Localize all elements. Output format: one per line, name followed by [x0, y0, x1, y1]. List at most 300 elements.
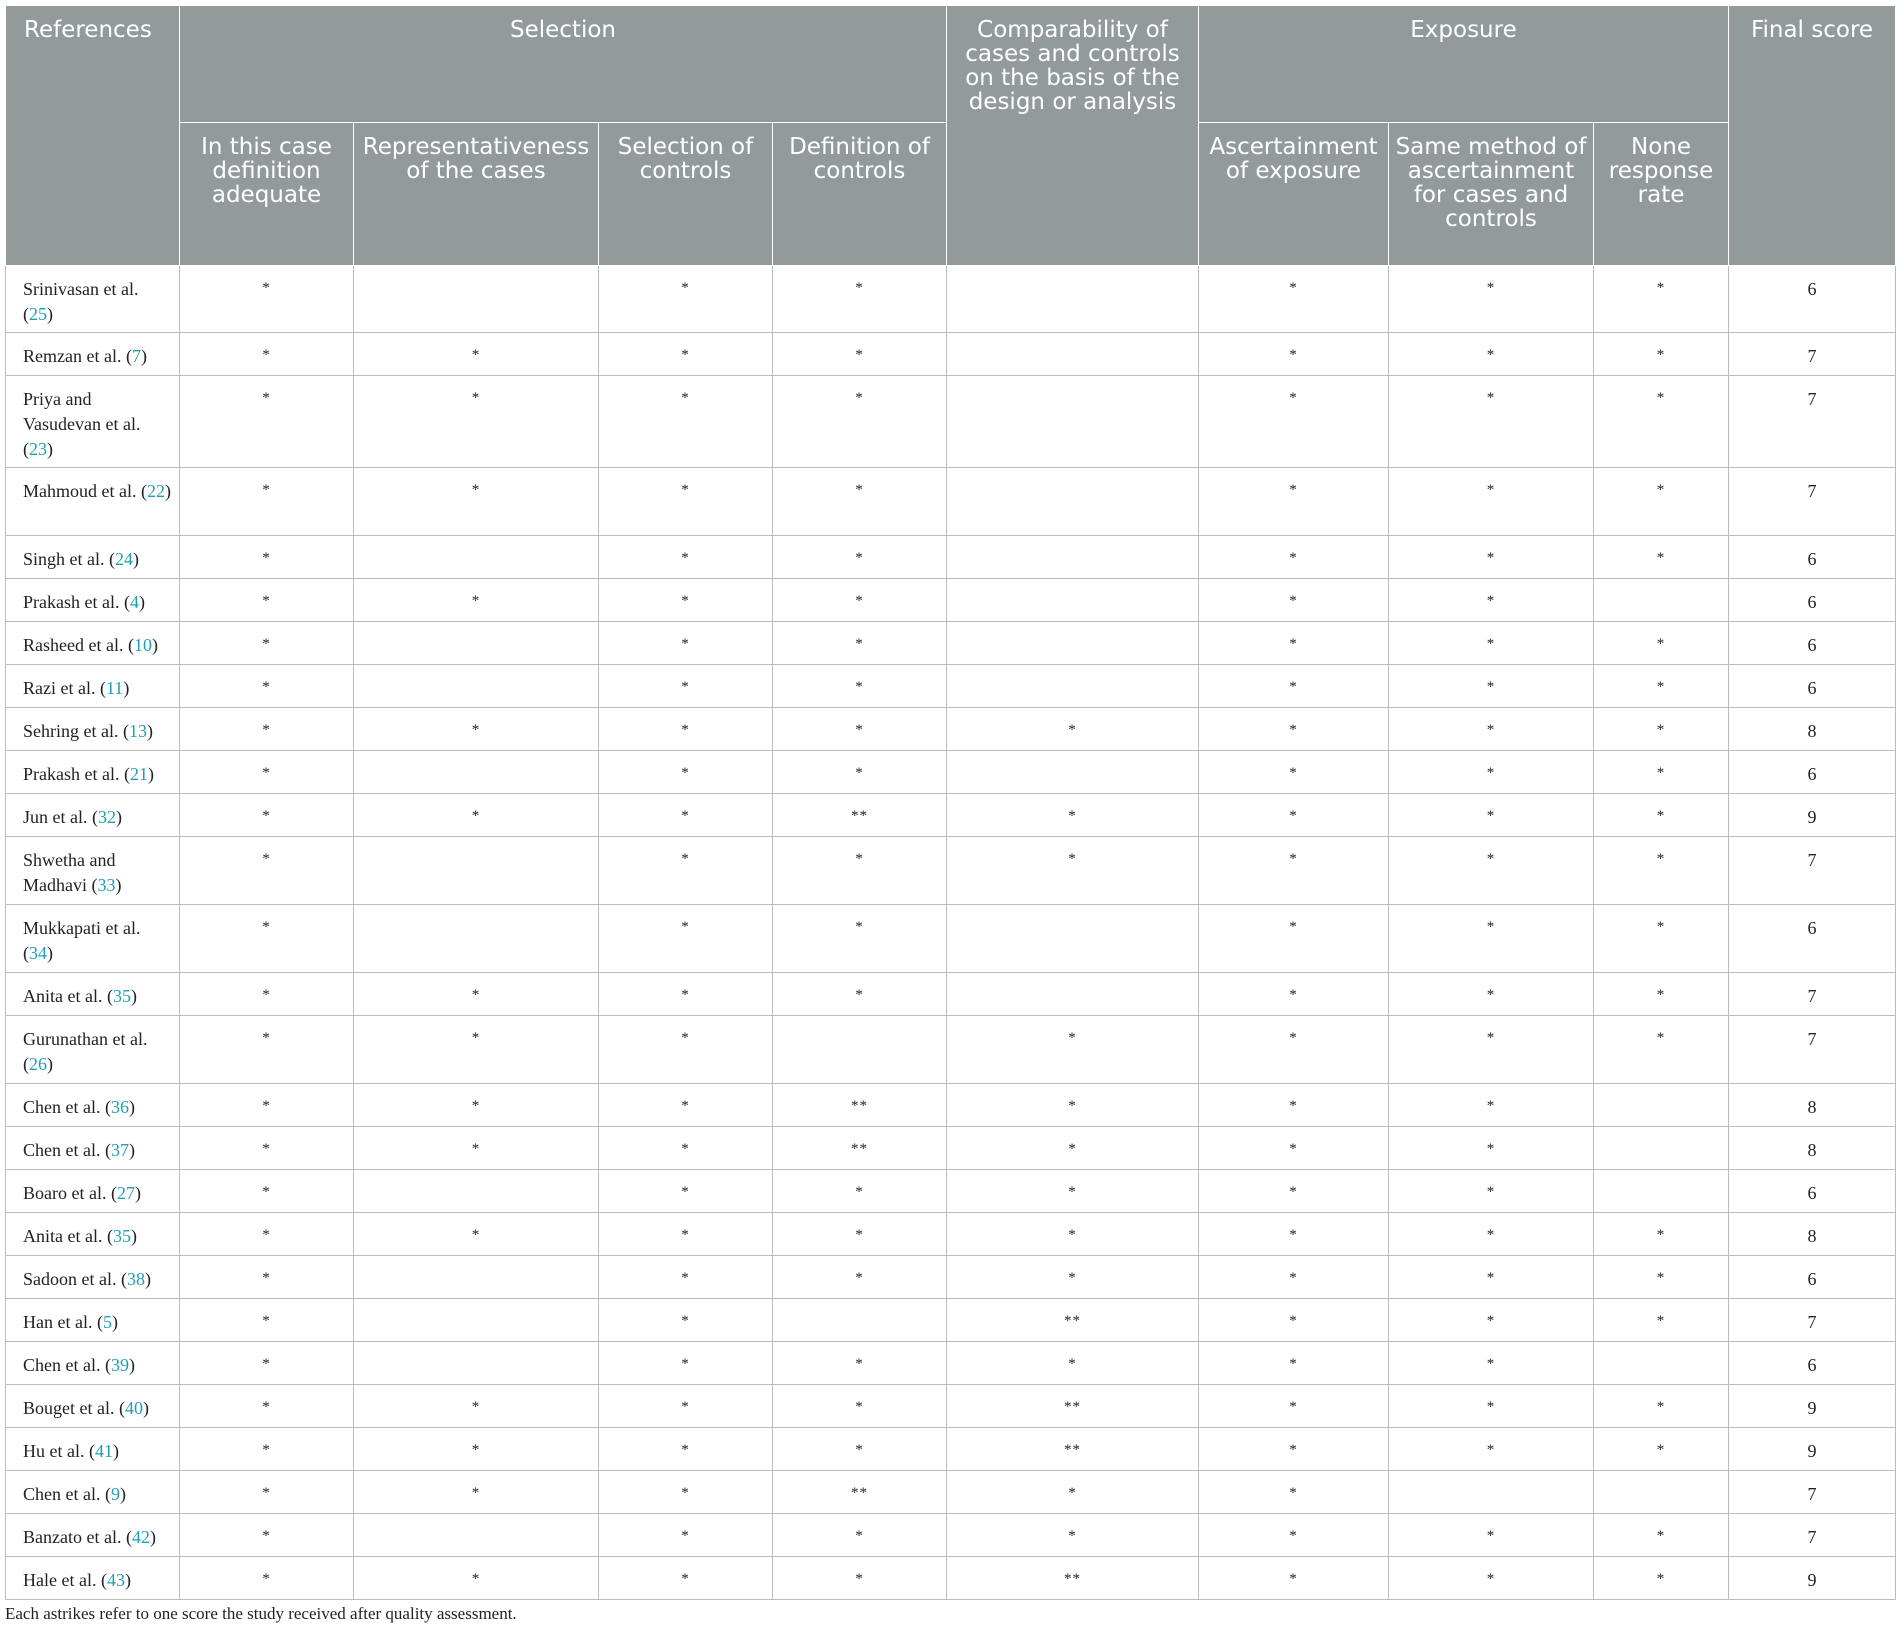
comparability-cell: **	[947, 1428, 1199, 1471]
same-method-cell: *	[1389, 751, 1594, 794]
reference-cell	[6, 536, 180, 579]
final-score-cell: 9	[1729, 1428, 1896, 1471]
reference-author: Anita et al. (	[23, 986, 113, 1006]
comparability-cell	[947, 579, 1199, 622]
reference-cell	[6, 468, 180, 536]
selection-of-controls-cell: *	[599, 1127, 773, 1170]
case-definition-cell: *	[180, 751, 354, 794]
case-definition-cell: *	[180, 579, 354, 622]
reference-author: Anita et al. (	[23, 1226, 113, 1246]
citation-close: )	[128, 1355, 135, 1375]
case-definition-cell: *	[180, 794, 354, 837]
same-method-cell: *	[1389, 1299, 1594, 1342]
comparability-cell: **	[947, 1385, 1199, 1428]
reference-cell	[6, 376, 180, 468]
citation-close: )	[47, 439, 53, 459]
table-row	[6, 794, 1896, 837]
citation-close: )	[140, 346, 147, 366]
selection-of-controls-cell: *	[599, 837, 773, 905]
definition-of-controls-cell: *	[773, 1557, 947, 1600]
final-score-cell: 8	[1729, 1084, 1896, 1127]
definition-of-controls-cell	[773, 1016, 947, 1084]
citation-close: )	[119, 1484, 126, 1504]
citation-close: )	[130, 1226, 137, 1246]
none-response-cell: *	[1594, 468, 1729, 536]
case-definition-cell: *	[180, 1471, 354, 1514]
none-response-cell	[1594, 1127, 1729, 1170]
definition-of-controls-cell: **	[773, 1471, 947, 1514]
representativeness-cell	[354, 1170, 599, 1213]
selection-of-controls-cell: *	[599, 468, 773, 536]
definition-of-controls-cell: *	[773, 1256, 947, 1299]
none-response-cell	[1594, 579, 1729, 622]
header-representativeness: Representativeness of the cases	[354, 123, 599, 266]
final-score-cell: 6	[1729, 1170, 1896, 1213]
comparability-cell	[947, 376, 1199, 468]
table-row	[6, 708, 1896, 751]
citation-close: )	[115, 875, 122, 895]
ascertainment-cell: *	[1199, 751, 1389, 794]
reference-author: Hale et al. (	[23, 1570, 107, 1590]
final-score-cell: 7	[1729, 1471, 1896, 1514]
reference-cell	[6, 1342, 180, 1385]
none-response-cell: *	[1594, 794, 1729, 837]
citation-link[interactable]: 38	[126, 1269, 145, 1289]
citation-link[interactable]: 22	[146, 481, 165, 501]
comparability-cell	[947, 973, 1199, 1016]
reference-author: Hu et al. (	[23, 1441, 95, 1461]
reference-author: Remzan et al. (	[23, 346, 132, 366]
citation-link[interactable]: 40	[124, 1398, 143, 1418]
none-response-cell	[1594, 1084, 1729, 1127]
same-method-cell: *	[1389, 1514, 1594, 1557]
comparability-cell	[947, 333, 1199, 376]
ascertainment-cell: *	[1199, 1170, 1389, 1213]
table-body	[6, 266, 1896, 1600]
same-method-cell: *	[1389, 266, 1594, 333]
representativeness-cell: *	[354, 1213, 599, 1256]
final-score-cell: 6	[1729, 536, 1896, 579]
reference-cell	[6, 794, 180, 837]
case-definition-cell: *	[180, 1084, 354, 1127]
comparability-cell: *	[947, 794, 1199, 837]
none-response-cell: *	[1594, 751, 1729, 794]
comparability-cell: *	[947, 1127, 1199, 1170]
header-exposure: Exposure	[1199, 6, 1729, 123]
ascertainment-cell: *	[1199, 1256, 1389, 1299]
reference-cell	[6, 973, 180, 1016]
representativeness-cell: *	[354, 376, 599, 468]
table-row	[6, 1084, 1896, 1127]
ascertainment-cell: *	[1199, 1127, 1389, 1170]
definition-of-controls-cell: *	[773, 468, 947, 536]
selection-of-controls-cell: *	[599, 376, 773, 468]
ascertainment-cell: *	[1199, 665, 1389, 708]
selection-of-controls-cell: *	[599, 1514, 773, 1557]
final-score-cell: 7	[1729, 376, 1896, 468]
none-response-cell	[1594, 1170, 1729, 1213]
citation-link[interactable]: 41	[94, 1441, 113, 1461]
citation-link[interactable]: 35	[112, 986, 131, 1006]
reference-author: Rasheed et al. (	[23, 635, 134, 655]
final-score-cell: 9	[1729, 1385, 1896, 1428]
reference-cell	[6, 1127, 180, 1170]
representativeness-cell	[354, 905, 599, 973]
citation-link[interactable]: 11	[105, 678, 124, 698]
citation-link[interactable]: 32	[97, 807, 116, 827]
selection-of-controls-cell: *	[599, 1016, 773, 1084]
same-method-cell: *	[1389, 1213, 1594, 1256]
citation-close: )	[115, 807, 122, 827]
citation-link[interactable]: 23	[29, 439, 47, 459]
representativeness-cell	[354, 536, 599, 579]
reference-cell	[6, 1016, 180, 1084]
citation-close: )	[128, 1097, 135, 1117]
comparability-cell: *	[947, 1213, 1199, 1256]
selection-of-controls-cell: *	[599, 1170, 773, 1213]
citation-link[interactable]: 9	[110, 1484, 120, 1504]
reference-author: Chen et al. (	[23, 1140, 111, 1160]
ascertainment-cell: *	[1199, 1016, 1389, 1084]
citation-link[interactable]: 37	[110, 1140, 129, 1160]
citation-close: )	[123, 678, 130, 698]
citation-link[interactable]: 5	[102, 1312, 112, 1332]
case-definition-cell: *	[180, 1127, 354, 1170]
ascertainment-cell: *	[1199, 708, 1389, 751]
selection-of-controls-cell: *	[599, 1385, 773, 1428]
representativeness-cell: *	[354, 1557, 599, 1600]
representativeness-cell: *	[354, 1428, 599, 1471]
comparability-cell: *	[947, 1514, 1199, 1557]
same-method-cell: *	[1389, 1256, 1594, 1299]
final-score-cell: 6	[1729, 622, 1896, 665]
reference-cell	[6, 622, 180, 665]
comparability-cell	[947, 665, 1199, 708]
table-row	[6, 468, 1896, 536]
ascertainment-cell: *	[1199, 1299, 1389, 1342]
citation-close: )	[128, 1140, 135, 1160]
citation-close: )	[147, 764, 154, 784]
citation-link[interactable]: 7	[131, 346, 141, 366]
final-score-cell: 7	[1729, 837, 1896, 905]
definition-of-controls-cell: *	[773, 376, 947, 468]
reference-cell	[6, 1213, 180, 1256]
final-score-cell: 6	[1729, 1342, 1896, 1385]
selection-of-controls-cell: *	[599, 973, 773, 1016]
header-same-method: Same method of ascertainment for cases and controls	[1389, 123, 1594, 266]
reference-cell	[6, 1299, 180, 1342]
table-row	[6, 1016, 1896, 1084]
header-selection: Selection	[180, 6, 947, 123]
case-definition-cell: *	[180, 665, 354, 708]
definition-of-controls-cell: **	[773, 1084, 947, 1127]
comparability-cell: **	[947, 1299, 1199, 1342]
representativeness-cell	[354, 837, 599, 905]
citation-link[interactable]: 24	[115, 549, 133, 569]
reference-cell	[6, 1385, 180, 1428]
same-method-cell: *	[1389, 1557, 1594, 1600]
ascertainment-cell: *	[1199, 468, 1389, 536]
citation-link[interactable]: 39	[110, 1355, 129, 1375]
reference-author: Sadoon et al. (	[23, 1269, 127, 1289]
none-response-cell: *	[1594, 1256, 1729, 1299]
reference-author: Jun et al. (	[23, 807, 98, 827]
citation-close: )	[134, 1183, 141, 1203]
comparability-cell: *	[947, 1084, 1199, 1127]
same-method-cell: *	[1389, 1127, 1594, 1170]
citation-link[interactable]: 26	[29, 1054, 47, 1074]
reference-cell	[6, 905, 180, 973]
reference-author: Prakash et al. (	[23, 592, 130, 612]
table-footnote: Each astrikes refer to one score the study received after quality assessment.	[5, 1604, 517, 1623]
case-definition-cell: *	[180, 536, 354, 579]
definition-of-controls-cell: *	[773, 622, 947, 665]
none-response-cell: *	[1594, 266, 1729, 333]
case-definition-cell: *	[180, 1213, 354, 1256]
same-method-cell: *	[1389, 536, 1594, 579]
representativeness-cell	[354, 665, 599, 708]
reference-author: Prakash et al. (	[23, 764, 130, 784]
table-row	[6, 751, 1896, 794]
final-score-cell: 8	[1729, 1127, 1896, 1170]
final-score-cell: 6	[1729, 1256, 1896, 1299]
selection-of-controls-cell: *	[599, 579, 773, 622]
comparability-cell	[947, 905, 1199, 973]
reference-author: Boaro et al. (	[23, 1183, 117, 1203]
same-method-cell: *	[1389, 708, 1594, 751]
none-response-cell: *	[1594, 622, 1729, 665]
reference-author: Gurunathan et al. (	[23, 1029, 148, 1074]
reference-author: Chen et al. (	[23, 1355, 111, 1375]
quality-assessment-table-container	[5, 5, 1895, 1600]
ascertainment-cell: *	[1199, 376, 1389, 468]
citation-link[interactable]: 25	[29, 304, 47, 324]
citation-close: )	[142, 1398, 149, 1418]
case-definition-cell: *	[180, 1342, 354, 1385]
representativeness-cell	[354, 1299, 599, 1342]
citation-close: )	[138, 592, 145, 612]
table-row	[6, 266, 1896, 333]
citation-close: )	[112, 1441, 119, 1461]
same-method-cell: *	[1389, 333, 1594, 376]
table-row	[6, 1428, 1896, 1471]
reference-author: Srinivasan et al. (	[23, 279, 139, 324]
none-response-cell: *	[1594, 376, 1729, 468]
representativeness-cell	[354, 622, 599, 665]
representativeness-cell: *	[354, 794, 599, 837]
none-response-cell: *	[1594, 1016, 1729, 1084]
representativeness-cell	[354, 1256, 599, 1299]
none-response-cell: *	[1594, 837, 1729, 905]
none-response-cell: *	[1594, 905, 1729, 973]
quality-assessment-table	[5, 5, 1896, 1600]
reference-cell	[6, 1256, 180, 1299]
ascertainment-cell: *	[1199, 1428, 1389, 1471]
ascertainment-cell: *	[1199, 973, 1389, 1016]
reference-author: Sehring et al. (	[23, 721, 129, 741]
representativeness-cell: *	[354, 1084, 599, 1127]
case-definition-cell: *	[180, 376, 354, 468]
header-definition-of-controls: Definition of controls	[773, 123, 947, 266]
citation-link[interactable]: 33	[97, 875, 116, 895]
ascertainment-cell: *	[1199, 1342, 1389, 1385]
representativeness-cell: *	[354, 973, 599, 1016]
table-row	[6, 1256, 1896, 1299]
case-definition-cell: *	[180, 1385, 354, 1428]
final-score-cell: 6	[1729, 905, 1896, 973]
same-method-cell: *	[1389, 1342, 1594, 1385]
same-method-cell: *	[1389, 622, 1594, 665]
ascertainment-cell: *	[1199, 536, 1389, 579]
none-response-cell: *	[1594, 1557, 1729, 1600]
header-case-definition: In this case definition adequate	[180, 123, 354, 266]
header-references: References	[6, 6, 180, 266]
citation-link[interactable]: 10	[133, 635, 152, 655]
final-score-cell: 6	[1729, 579, 1896, 622]
selection-of-controls-cell: *	[599, 1084, 773, 1127]
reference-author: Banzato et al. (	[23, 1527, 132, 1547]
citation-link[interactable]: 34	[29, 943, 47, 963]
ascertainment-cell: *	[1199, 622, 1389, 665]
ascertainment-cell: *	[1199, 1557, 1389, 1600]
reference-cell	[6, 708, 180, 751]
none-response-cell	[1594, 1471, 1729, 1514]
table-row	[6, 536, 1896, 579]
comparability-cell: *	[947, 1256, 1199, 1299]
representativeness-cell: *	[354, 1127, 599, 1170]
comparability-cell: *	[947, 1342, 1199, 1385]
reference-cell	[6, 1170, 180, 1213]
selection-of-controls-cell: *	[599, 708, 773, 751]
reference-author: Han et al. (	[23, 1312, 103, 1332]
ascertainment-cell: *	[1199, 333, 1389, 376]
ascertainment-cell: *	[1199, 1084, 1389, 1127]
same-method-cell: *	[1389, 1016, 1594, 1084]
final-score-cell: 8	[1729, 1213, 1896, 1256]
final-score-cell: 7	[1729, 1299, 1896, 1342]
case-definition-cell: *	[180, 708, 354, 751]
representativeness-cell: *	[354, 468, 599, 536]
same-method-cell: *	[1389, 905, 1594, 973]
case-definition-cell: *	[180, 973, 354, 1016]
definition-of-controls-cell: *	[773, 751, 947, 794]
citation-close: )	[144, 1269, 151, 1289]
citation-link[interactable]: 43	[106, 1570, 125, 1590]
none-response-cell: *	[1594, 665, 1729, 708]
citation-link[interactable]: 13	[128, 721, 147, 741]
same-method-cell: *	[1389, 665, 1594, 708]
definition-of-controls-cell: *	[773, 333, 947, 376]
reference-author: Mahmoud et al. (	[23, 481, 147, 501]
case-definition-cell: *	[180, 837, 354, 905]
representativeness-cell: *	[354, 708, 599, 751]
definition-of-controls-cell: *	[773, 905, 947, 973]
representativeness-cell	[354, 1514, 599, 1557]
selection-of-controls-cell: *	[599, 1299, 773, 1342]
citation-close: )	[47, 1054, 53, 1074]
citation-close: )	[47, 943, 53, 963]
selection-of-controls-cell: *	[599, 1213, 773, 1256]
citation-link[interactable]: 42	[131, 1527, 150, 1547]
ascertainment-cell: *	[1199, 905, 1389, 973]
comparability-cell: *	[947, 837, 1199, 905]
citation-close: )	[164, 481, 171, 501]
table-row	[6, 376, 1896, 468]
reference-cell	[6, 579, 180, 622]
table-row	[6, 1342, 1896, 1385]
case-definition-cell: *	[180, 1256, 354, 1299]
comparability-cell	[947, 536, 1199, 579]
ascertainment-cell: *	[1199, 579, 1389, 622]
header-ascertainment-of-exposure: Ascertainment of exposure	[1199, 123, 1389, 266]
reference-author: Mukkapati et al. (	[23, 918, 141, 963]
table-row	[6, 333, 1896, 376]
selection-of-controls-cell: *	[599, 1471, 773, 1514]
same-method-cell: *	[1389, 794, 1594, 837]
citation-link[interactable]: 35	[112, 1226, 131, 1246]
same-method-cell: *	[1389, 1170, 1594, 1213]
header-comparability: Comparability of cases and controls on the basis of the design or analysis	[947, 6, 1199, 266]
citation-link[interactable]: 4	[129, 592, 139, 612]
definition-of-controls-cell: *	[773, 579, 947, 622]
definition-of-controls-cell: *	[773, 266, 947, 333]
selection-of-controls-cell: *	[599, 905, 773, 973]
reference-cell	[6, 665, 180, 708]
reference-author: Shwetha and Madhavi (	[23, 850, 116, 895]
representativeness-cell: *	[354, 579, 599, 622]
citation-close: )	[133, 549, 139, 569]
final-score-cell: 6	[1729, 751, 1896, 794]
comparability-cell	[947, 751, 1199, 794]
reference-cell	[6, 1557, 180, 1600]
none-response-cell: *	[1594, 1514, 1729, 1557]
none-response-cell: *	[1594, 333, 1729, 376]
definition-of-controls-cell: *	[773, 1385, 947, 1428]
comparability-cell: *	[947, 708, 1199, 751]
none-response-cell: *	[1594, 1428, 1729, 1471]
citation-close: )	[124, 1570, 131, 1590]
same-method-cell: *	[1389, 1084, 1594, 1127]
ascertainment-cell: *	[1199, 837, 1389, 905]
final-score-cell: 7	[1729, 333, 1896, 376]
same-method-cell: *	[1389, 1385, 1594, 1428]
reference-cell	[6, 266, 180, 333]
header-final-score: Final score	[1729, 6, 1896, 266]
case-definition-cell: *	[180, 468, 354, 536]
citation-link[interactable]: 36	[110, 1097, 129, 1117]
table-row	[6, 1170, 1896, 1213]
representativeness-cell	[354, 1342, 599, 1385]
case-definition-cell: *	[180, 1557, 354, 1600]
citation-link[interactable]: 27	[116, 1183, 135, 1203]
case-definition-cell: *	[180, 266, 354, 333]
final-score-cell: 7	[1729, 973, 1896, 1016]
selection-of-controls-cell: *	[599, 333, 773, 376]
none-response-cell: *	[1594, 973, 1729, 1016]
none-response-cell: *	[1594, 1213, 1729, 1256]
table-row	[6, 622, 1896, 665]
ascertainment-cell: *	[1199, 1385, 1389, 1428]
representativeness-cell: *	[354, 1016, 599, 1084]
final-score-cell: 9	[1729, 1557, 1896, 1600]
citation-link[interactable]: 21	[129, 764, 148, 784]
final-score-cell: 6	[1729, 665, 1896, 708]
table-row	[6, 579, 1896, 622]
table-row	[6, 665, 1896, 708]
final-score-cell: 7	[1729, 1514, 1896, 1557]
final-score-cell: 9	[1729, 794, 1896, 837]
citation-close: )	[111, 1312, 118, 1332]
